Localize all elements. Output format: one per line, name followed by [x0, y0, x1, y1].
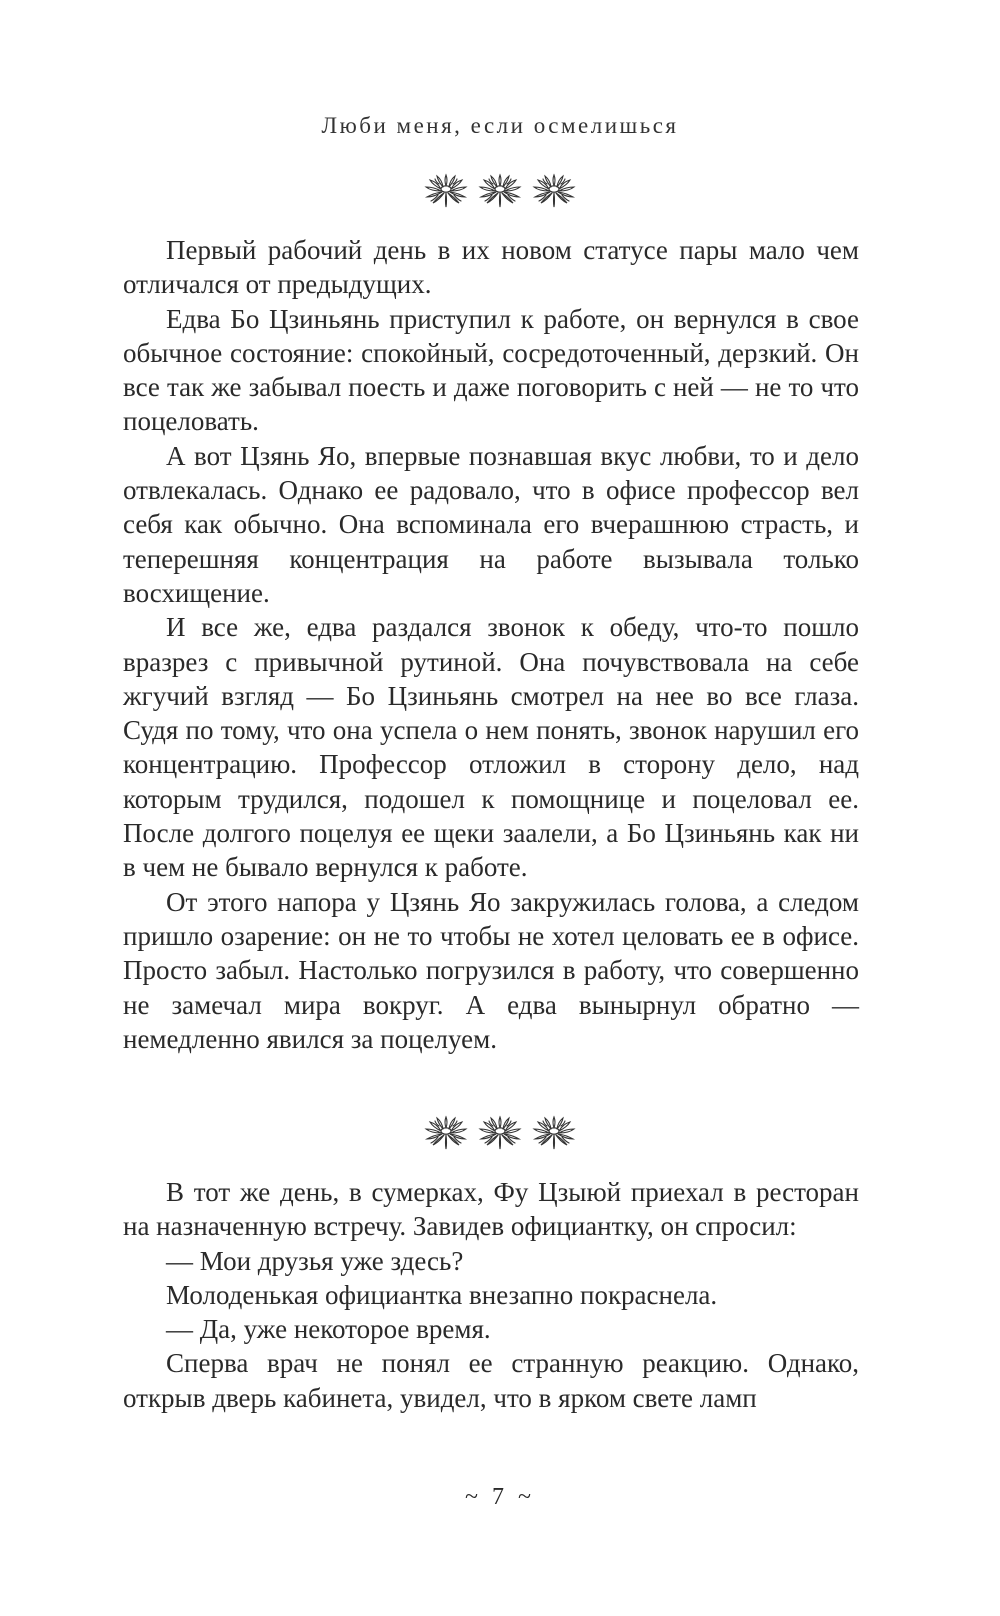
paragraph: От этого напора у Цзянь Яо закружилась голова, а следом пришло озарение: он не то чтобы не хотел целовать ее в офисе. Просто забыл. Настолько погрузился в работу, что совершенно не замечал мира вокруг. А едва вынырнул обратно — немедленно явился за поцелуем.	[123, 886, 859, 1054]
paragraph: И все же, едва раздался звонок к обеду, что-то пошло вразрез с привычной рутиной. Она почувствовала на себе жгучий взгляд — Бо Цзиньянь смотрел на нее во все глаза. Судя по тому, что она успела о нем понять, звонок нарушил его концентрацию. Профессор отложил в сторону дело, над которым трудился, подошел к помощнице и поцеловал ее. После долгого поцелуя ее щеки заалели, а Бо Цзиньянь как ни в чем не бывало вернулся к работе.	[123, 612, 859, 883]
ornament-section-break	[0, 1112, 1000, 1152]
chrysanthemum-icon	[475, 1112, 525, 1152]
chrysanthemum-icon	[529, 1112, 579, 1152]
ornament-top	[0, 170, 1000, 210]
dialogue-line: — Да, уже некоторое время.	[166, 1314, 491, 1345]
chrysanthemum-icon	[421, 170, 471, 210]
running-head: Люби меня, если осмелишься	[321, 113, 679, 138]
paragraph: А вот Цзянь Яо, впервые познавшая вкус любви, то и дело отвлекалась. Однако ее радовало, что в офисе профессор вел себя как обычно. Она вспоминала его вчерашнюю страсть, и теперешняя концентрация на работе вызывала только восхищение.	[123, 440, 859, 608]
dialogue-line: — Мои друзья уже здесь?	[166, 1245, 464, 1276]
paragraph: В тот же день, в сумерках, Фу Цзыюй приехал в ресторан на назначенную встречу. Завидев официантку, он спросил:	[123, 1177, 859, 1242]
chrysanthemum-icon	[529, 170, 579, 210]
paragraph: Едва Бо Цзиньянь приступил к работе, он вернулся в свое обычное состояние: спокойный, сосредоточенный, дерзкий. Он все так же забывал поесть и даже поговорить с ней — не то что поцеловать.	[123, 303, 859, 437]
paragraph: Молоденькая официантка внезапно покраснела.	[166, 1279, 718, 1310]
section-1-text	[123, 233, 859, 1056]
chrysanthemum-icon	[421, 1112, 471, 1152]
paragraph: Сперва врач не понял ее странную реакцию. Однако, открыв дверь кабинета, увидел, что в ярком свете ламп	[123, 1348, 859, 1413]
section-2-text	[123, 1175, 859, 1415]
chrysanthemum-icon	[475, 170, 525, 210]
paragraph: Первый рабочий день в их новом статусе пары мало чем отличался от предыдущих.	[123, 235, 859, 300]
page-number: ~ 7 ~	[465, 1484, 535, 1510]
